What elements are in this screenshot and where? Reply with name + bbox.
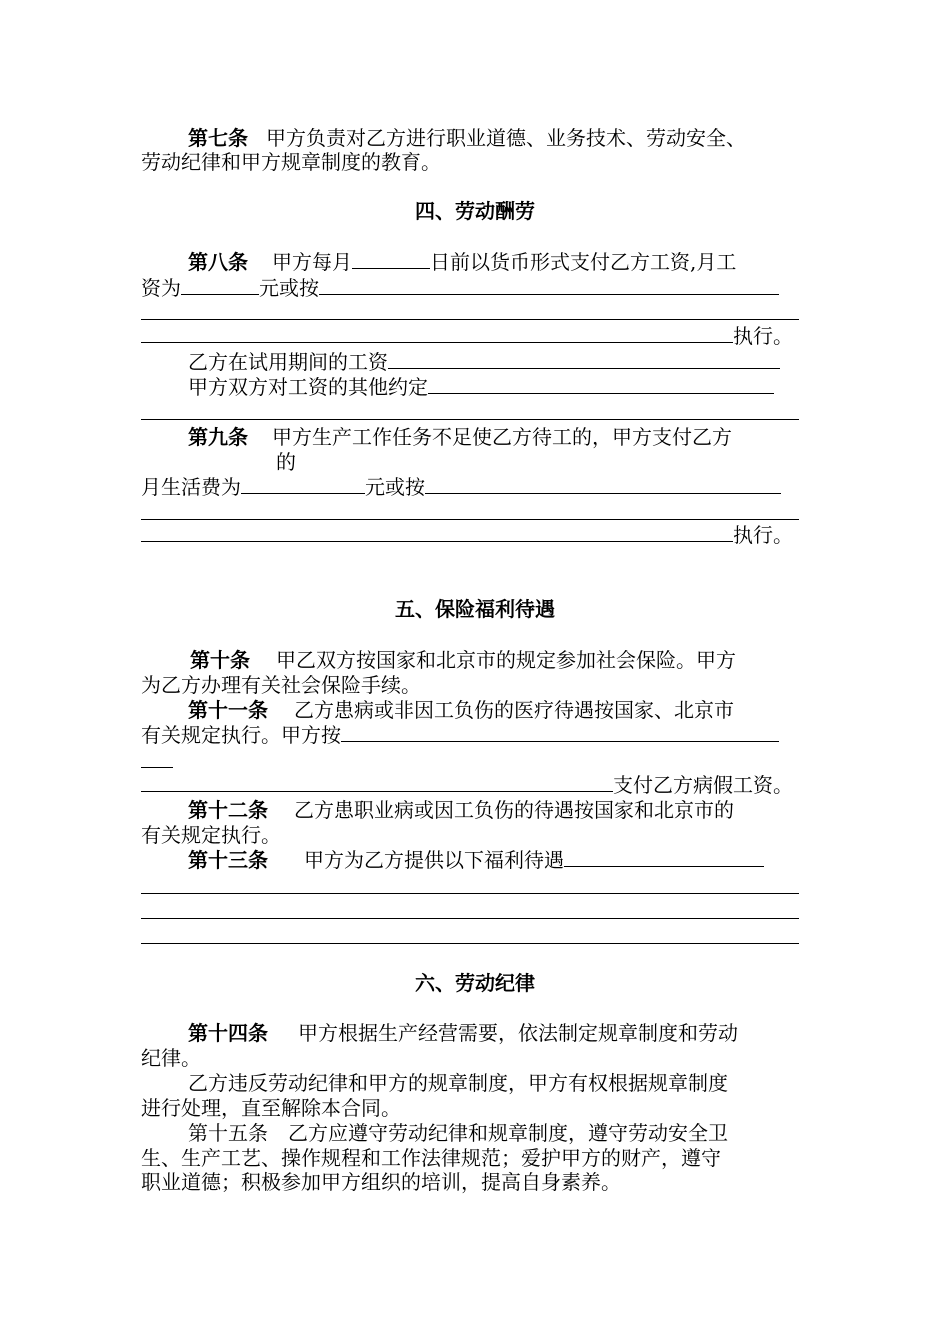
article-13-line-1 xyxy=(188,848,764,872)
other-wage-label: 甲方双方对工资的其他约定 xyxy=(188,375,428,399)
article-9-line-2: 的 xyxy=(276,450,296,474)
blank-line xyxy=(141,893,799,894)
probation-wage-blank xyxy=(388,350,780,369)
article-12-line-1 xyxy=(188,798,734,822)
article-15-line-3: 职业道德；积极参加甲方组织的培训，提高自身素养。 xyxy=(141,1170,621,1194)
article-8-line-3 xyxy=(141,324,793,348)
article-14-para-2-line-1: 乙方违反劳动纪律和甲方的规章制度，甲方有权根据规章制度 xyxy=(188,1071,728,1095)
article-8-execute: 执行。 xyxy=(733,324,793,348)
allowance-method-blank xyxy=(425,475,781,494)
article-14-line-2: 纪律。 xyxy=(141,1046,201,1070)
article-8-line-1 xyxy=(188,250,736,274)
article-7-line-1 xyxy=(188,126,746,150)
article-12-text-a: 乙方患职业病或因工负伤的待遇按国家和北京市的 xyxy=(294,798,734,822)
article-7-text: 甲方负责对乙方进行职业道德、业务技术、劳动安全、 xyxy=(266,126,746,150)
monthly-wage-blank xyxy=(181,276,259,295)
article-12-line-2: 有关规定执行。 xyxy=(141,823,281,847)
article-9-execute: 执行。 xyxy=(733,523,793,547)
section-4-heading: 四、劳动酬劳 xyxy=(415,199,535,223)
article-8-text-a: 甲方每月 xyxy=(272,250,352,274)
article-11-text-a: 乙方患病或非因工负伤的医疗待遇按国家、北京市 xyxy=(294,698,734,722)
payday-blank xyxy=(352,250,430,269)
article-10-line-1 xyxy=(190,648,736,672)
article-7-line-2: 劳动纪律和甲方规章制度的教育。 xyxy=(141,150,441,174)
blank-line xyxy=(141,319,799,320)
article-8-text-c: 资为 xyxy=(141,276,181,300)
article-9-text-a: 甲方生产工作任务不足使乙方待工的，甲方支付乙方 xyxy=(272,425,732,449)
wage-method-blank-cont xyxy=(141,324,733,343)
blank-line xyxy=(141,519,799,520)
article-9-text-b: 月生活费为 xyxy=(141,475,241,499)
article-13-label: 第十三条 xyxy=(188,848,268,872)
article-9-label: 第九条 xyxy=(188,425,248,449)
blank-line xyxy=(141,419,799,420)
article-9-text-c: 元或按 xyxy=(365,475,425,499)
blank-line xyxy=(141,943,799,944)
section-5-heading: 五、保险福利待遇 xyxy=(395,597,555,621)
article-9-line-1 xyxy=(188,425,732,449)
article-15-line-1: 第十五条 乙方应遵守劳动纪律和规章制度，遵守劳动安全卫 xyxy=(188,1121,728,1145)
article-11-line-1 xyxy=(188,698,734,722)
blank-line-short xyxy=(141,767,173,768)
article-14-para-2-line-2: 进行处理，直至解除本合同。 xyxy=(141,1096,401,1120)
article-15-line-2: 生、生产工艺、操作规程和工作法律规范；爱护甲方的财产，遵守 xyxy=(141,1146,721,1170)
article-9-line-4 xyxy=(141,523,793,547)
article-9-line-3 xyxy=(141,475,781,499)
sick-pay-method-blank-cont xyxy=(141,773,613,792)
article-10-line-2: 为乙方办理有关社会保险手续。 xyxy=(141,673,421,697)
article-14-text-a: 甲方根据生产经营需要，依法制定规章制度和劳动 xyxy=(298,1021,738,1045)
section-6-heading: 六、劳动纪律 xyxy=(415,971,535,995)
article-8-label: 第八条 xyxy=(188,250,248,274)
other-wage-blank xyxy=(428,375,774,394)
wage-method-blank xyxy=(319,276,779,295)
article-11-line-2 xyxy=(141,723,779,747)
blank-line xyxy=(141,918,799,919)
article-8-text-b: 日前以货币形式支付乙方工资,月工 xyxy=(430,250,737,274)
article-13-text-a: 甲方为乙方提供以下福利待遇 xyxy=(304,848,564,872)
article-8-text-d: 元或按 xyxy=(259,276,319,300)
article-8-line-2 xyxy=(141,276,779,300)
allowance-method-blank-cont xyxy=(141,523,733,542)
article-10-text-a: 甲乙双方按国家和北京市的规定参加社会保险。甲方 xyxy=(276,648,736,672)
probation-wage-line xyxy=(188,350,780,374)
article-11-line-3 xyxy=(141,773,793,797)
article-7-label: 第七条 xyxy=(188,126,248,150)
article-12-label: 第十二条 xyxy=(188,798,268,822)
article-14-label: 第十四条 xyxy=(188,1021,268,1045)
living-allowance-blank xyxy=(241,475,365,494)
sick-pay-method-blank xyxy=(341,723,779,742)
other-wage-line xyxy=(188,375,774,399)
article-14-line-1 xyxy=(188,1021,738,1045)
article-11-text-c: 支付乙方病假工资。 xyxy=(613,773,793,797)
article-11-text-b: 有关规定执行。甲方按 xyxy=(141,723,341,747)
probation-wage-label: 乙方在试用期间的工资 xyxy=(188,350,388,374)
welfare-blank xyxy=(564,848,764,867)
article-10-label: 第十条 xyxy=(190,648,250,672)
article-11-label: 第十一条 xyxy=(188,698,268,722)
